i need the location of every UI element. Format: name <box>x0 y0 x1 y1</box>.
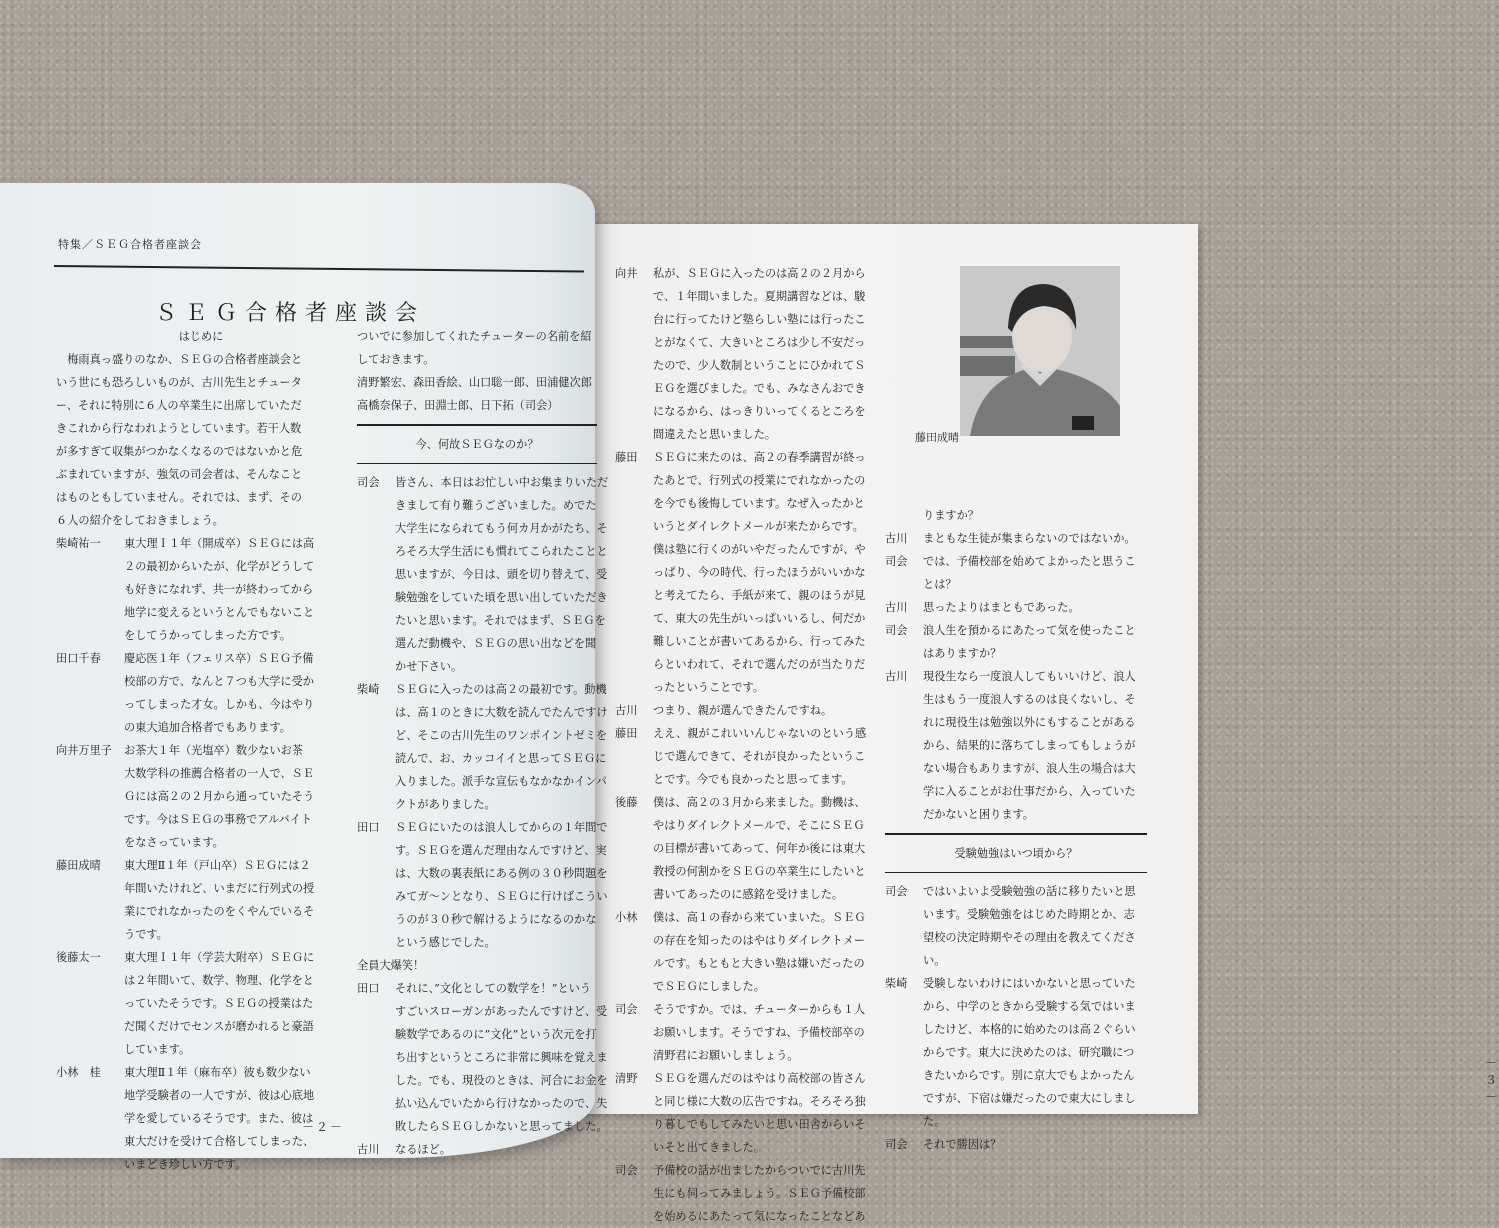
speaker-label: 司会 <box>885 555 908 568</box>
intro-line: ぶまれていますが、強気の司会者は、そんなこと <box>56 468 303 481</box>
utterance-line: いうとダイレクトメールが来たからです。 <box>653 520 864 533</box>
bio-line: 東大理Ⅱ１年（麻布卒）彼も数少ない <box>124 1066 311 1079</box>
utterance-line: 読んで、お、カッコイイと思ってＳＥＧに <box>395 752 607 765</box>
utterance-line: ＳＥＧにいたのは浪人してからの１年間で <box>395 821 608 834</box>
utterance-line: お願いします。そうですね、予備校部卒の <box>653 1026 865 1039</box>
right-column-2 <box>885 504 1147 1156</box>
speaker-label: 司会 <box>615 1164 638 1177</box>
utterance-line: かせ下さい。 <box>395 660 463 673</box>
photo-caption: 藤田成晴 <box>915 431 959 444</box>
utterance-line: す。ＳＥＧを選んだ理由なんですけど、実 <box>395 844 607 857</box>
utterance-line: 生にも伺ってみましょう。ＳＥＧ予備校部 <box>653 1187 866 1200</box>
utterance-line: ろそろ大学生活にも慣れてこられたことと <box>395 545 608 558</box>
tutor-intro <box>357 325 597 417</box>
section-rule-bottom <box>357 463 597 465</box>
utterance <box>653 1159 880 1228</box>
utterance-line: 僕は塾に行くのがいやだったんですが、や <box>653 543 866 556</box>
intro-line: ー、それに特別に６人の卒業生に出席していただ <box>56 399 302 412</box>
utterance <box>357 954 597 977</box>
utterance-line: 生はもう一度浪人するのは良くないし、そ <box>923 693 1136 706</box>
tutor-line: ついでに参加してくれたチューターの名前を紹 <box>357 330 592 343</box>
dialogue-block <box>615 262 880 1228</box>
utterance-line: ＳＥＧに入ったのは高２の最初です。動機 <box>395 683 607 696</box>
utterance-line: うのが３０秒で解けるようになるのかな <box>395 913 597 926</box>
page-number: －３－ <box>1485 1056 1499 1104</box>
utterance-line: 清野君にお願いしましょう。 <box>653 1049 799 1062</box>
bio-line: も好きになれず、共一が終わってから <box>124 583 314 596</box>
utterance-line: つまり、親が選んできたんですね。 <box>653 704 833 717</box>
utterance-line: では、予備校部を始めてよかったと思うこ <box>923 555 1136 568</box>
utterance-line: たあとで、行列式の授業にでれなかったの <box>653 474 866 487</box>
graduate-entry <box>56 739 346 854</box>
dialogue-turn <box>357 977 608 1138</box>
speaker-label: 司会 <box>885 624 908 637</box>
dialogue-turn <box>885 972 1147 1133</box>
utterance-line: たいと思います。それではまず、ＳＥＧを <box>395 614 606 627</box>
bio-line: 年間いたけれど、いまだに行列式の授 <box>124 882 315 895</box>
graduate-bio <box>124 946 346 1061</box>
utterance-line: ではいよいよ受験勉強の話に移りたいと思 <box>923 885 1136 898</box>
dialogue-turn <box>885 550 1147 596</box>
graduate-name: 後藤太一 <box>56 951 101 964</box>
utterance-line: やはりダイレクトメールで、そこにＳＥＧ <box>653 819 865 832</box>
bio-line: は２年間いて、数学、物理、化学をと <box>124 974 314 987</box>
utterance-line: 受験しないわけにはいかないと思っていた <box>923 977 1136 990</box>
utterance <box>653 1067 880 1159</box>
utterance <box>923 880 1147 972</box>
utterance-line: 私が、ＳＥＧに入ったのは高２の２月から <box>653 267 866 280</box>
utterance-line: りますか？ <box>923 509 979 522</box>
utterance-line: て、東大の先生がいっぱいいるし、何だか <box>653 612 866 625</box>
utterance <box>923 1133 1147 1156</box>
graduate-bio <box>124 532 346 647</box>
portrait-image-icon <box>960 266 1120 436</box>
bio-line: の東大追加合格者でもあります。 <box>124 721 291 734</box>
utterance-line: た。 <box>923 1115 946 1128</box>
bio-line: 東大理Ⅱ１年（戸山卒）ＳＥＧには２ <box>124 859 311 872</box>
graduate-name: 柴崎祐一 <box>56 537 101 550</box>
utterance <box>395 977 608 1138</box>
bio-line: ２の最初からいたが、化学がどうして <box>124 560 315 573</box>
utterance-line: 教授の何割かをＳＥＧの卒業生にしたいと <box>653 865 866 878</box>
utterance-line: クトがありました。 <box>395 798 496 811</box>
utterance-line: ない場合もありますが、浪人生の場合は大 <box>923 762 1136 775</box>
utterance-line: 僕は、高１の春から来ていまいた。ＳＥＧ <box>653 911 866 924</box>
utterance-line: したけど、本格的に始めたのは高２ぐらい <box>923 1023 1136 1036</box>
utterance-line: そうですか。では、チューターからも１人 <box>653 1003 866 1016</box>
dialogue-turn <box>357 816 608 954</box>
speaker-label <box>885 504 923 527</box>
speaker-label: 司会 <box>615 1003 638 1016</box>
bio-line: 地学受験者の一人ですが、彼は心底地 <box>124 1089 315 1102</box>
utterance-line: り暮しでもしてみたいと思い田舎からいそ <box>653 1118 866 1131</box>
intro-line: ６人の紹介をしておきましょう。 <box>56 514 224 527</box>
bio-line: Ｇには高２の２月から通っていたそう <box>124 790 315 803</box>
utterance-line: になるから、はっきりいってくるところを <box>653 405 866 418</box>
running-head: 特集／ＳＥＧ合格者座談会 <box>58 238 202 251</box>
bio-line: 東大だけを受けて合格してしまった、 <box>124 1135 315 1148</box>
bio-line: だ聞くだけでセンスが磨かれると豪語 <box>124 1020 314 1033</box>
utterance-line: の目標が書いてあって、何年か後には東大 <box>653 842 866 855</box>
utterance-line: 払い込んでいたから行けなかったので、失 <box>395 1097 608 1110</box>
utterance-line: 験勉強をしていた頃を思い出していただき <box>395 591 608 604</box>
utterance-line: い。 <box>923 954 946 967</box>
utterance-line: 皆さん、本日はお忙しい中お集まりいただ <box>395 476 609 489</box>
utterance-line: ですが、下宿は嫌だったので東大にしまし <box>923 1092 1136 1105</box>
utterance-line: ＳＥＧを選んだのはやはり高校部の皆さん <box>653 1072 866 1085</box>
utterance-line: 大学生になられてもう何カ月かがたち、そ <box>395 522 608 535</box>
graduate-entry <box>56 854 346 946</box>
graduate-bio <box>124 739 346 854</box>
tutor-line: 清野繁宏、森田香絵、山口聡一郎、田浦健次郎 <box>357 376 592 389</box>
utterance-line: とがなくて、大きいところは少し不安だっ <box>653 336 866 349</box>
article-title: ＳＥＧ合格者座談会 <box>154 300 425 326</box>
speaker-label: 藤田 <box>615 451 638 464</box>
graduate-name: 小林 桂 <box>56 1066 101 1079</box>
dialogue-block <box>885 880 1147 1156</box>
utterance-line: という感じでした。 <box>395 936 496 949</box>
utterance-line: ルです。もともと大きい塾は嫌いだったの <box>653 957 865 970</box>
left-page <box>0 183 609 1171</box>
dialogue-turn <box>615 998 880 1067</box>
utterance-line: それで勝因は？ <box>923 1138 1002 1151</box>
dialogue-turn <box>357 471 609 678</box>
utterance-line: を今でも後悔しています。なぜ入ったかと <box>653 497 865 510</box>
utterance-line: と考えてたら、手紙が来て、親のほうが見 <box>653 589 866 602</box>
utterance <box>653 722 880 791</box>
dialogue-block <box>885 504 1147 826</box>
utterance-line: きたいからです。別に京大でもよかったん <box>923 1069 1135 1082</box>
intro-heading: はじめに <box>178 330 224 343</box>
graduate-name: 向井万里子 <box>56 744 112 757</box>
utterance-line: した。でも、現役のときは、河合にお金を <box>395 1074 608 1087</box>
utterance-line: じで選んできて、それが良かったというこ <box>653 750 866 763</box>
speaker-label: 小林 <box>615 911 638 924</box>
graduate-name: 田口千春 <box>56 652 101 665</box>
utterance-line: 難しいことが書いてあるから、行ってみた <box>653 635 866 648</box>
utterance-line: とです。今でも良かったと思ってます。 <box>653 773 853 786</box>
utterance-line: らといわれて、それで選んだのが当たりだ <box>653 658 866 671</box>
middle-column <box>357 325 609 1161</box>
dialogue-turn <box>615 906 880 998</box>
utterance-line: 書いてあったのに感銘を受けました。 <box>653 888 844 901</box>
utterance-line: 学に入ることがお仕事だから、入っていた <box>923 785 1136 798</box>
utterance-line: まともな生徒が集まらないのではないか。 <box>923 532 1136 545</box>
bio-line: 校部の方で、なんと７つも大学に受か <box>124 675 314 688</box>
dialogue-turn <box>885 880 1147 972</box>
speaker-label: 司会 <box>357 476 380 489</box>
utterance-line: から、結果的に落ちてしまってもしょうが <box>923 739 1136 752</box>
dialogue-turn <box>885 504 1147 527</box>
utterance <box>923 504 1147 527</box>
intro-line: いう世にも恐ろしいものが、古川先生とチュータ <box>56 376 302 389</box>
dialogue-turn <box>885 665 1147 826</box>
dialogue-turn <box>885 527 1147 550</box>
right-page <box>585 224 1499 1223</box>
speaker-label: 柴崎 <box>885 977 908 990</box>
utterance-line: 予備校の話が出ましたからついでに古川先 <box>653 1164 866 1177</box>
speaker-label: 柴崎 <box>357 683 380 696</box>
right-column-1 <box>615 262 880 1228</box>
utterance-line: たので、少人数制ということにひかれてＳ <box>653 359 866 372</box>
speaker-label: 古川 <box>885 601 908 614</box>
utterance <box>923 527 1147 550</box>
dialogue-turn <box>615 446 880 699</box>
utterance-line: の存在を知ったのはやはりダイレクトメー <box>653 934 866 947</box>
utterance-line: ＳＥＧに来たのは、高２の春季講習が終っ <box>653 451 866 464</box>
bio-line: をしてうかってしまった方です。 <box>124 629 291 642</box>
utterance-line: ち出すというところに非常に興味を覚えま <box>395 1051 608 1064</box>
graduate-entry <box>56 532 346 647</box>
tutor-line: 高橋奈保子、田淵士郎、日下拓（司会） <box>357 399 559 412</box>
utterance-line: ＥＧを選びました。でも、みなさんおでき <box>653 382 866 395</box>
utterance-line: と同じ様に大数の広告ですね。そろそろ独 <box>653 1095 866 1108</box>
section-heading: 受験勉強はいつ頃から？ <box>954 846 1078 860</box>
utterance <box>923 550 1147 596</box>
graduate-bio <box>124 647 346 739</box>
speaker-label: 古川 <box>885 670 908 683</box>
bio-line: 地学に変えるというとんでもないこと <box>124 606 315 619</box>
utterance-line: とは？ <box>923 578 957 591</box>
graduate-bio <box>124 854 346 946</box>
utterance-line: は、高１のときに大数を読んでたんですけ <box>395 706 608 719</box>
bio-line: いまどき珍しい方です。 <box>124 1158 247 1171</box>
utterance-line: いそと出てきました。 <box>653 1141 765 1154</box>
utterance-line: ったということです。 <box>653 681 764 694</box>
dialogue-turn <box>615 262 880 446</box>
bio-line: 学を愛しているそうです。また、彼は <box>124 1112 314 1125</box>
dialogue-turn <box>615 1067 880 1159</box>
utterance-line: だかないと困ります。 <box>923 808 1034 821</box>
utterance-line: ど、そこの古川先生のワンポイントゼミを <box>395 729 608 742</box>
speaker-label: 清野 <box>615 1072 638 1085</box>
utterance <box>395 1138 597 1161</box>
intro-line: が多すぎて収集がつかなくなるのではないかと危 <box>56 445 303 458</box>
utterance-line: すごいスローガンがあったんですけど、受 <box>395 1005 608 1018</box>
dialogue-turn <box>615 1159 880 1228</box>
tutor-line: しておきます。 <box>357 353 435 366</box>
utterance-line: を始めるにあたって気になったことなどあ <box>653 1210 866 1223</box>
speaker-label: 田口 <box>357 821 380 834</box>
speaker-label: 司会 <box>885 1138 908 1151</box>
dialogue-turn <box>357 678 608 816</box>
intro-line: 梅雨真っ盛りのなか、ＳＥＧの合格者座談会と <box>67 353 303 366</box>
utterance-line: から、中学のときから受験する気ではいま <box>923 1000 1136 1013</box>
utterance-line: います。受験勉強をはじめた時期とか、志 <box>923 908 1135 921</box>
bio-line: 東大理Ｉ１年（開成卒）ＳＥＧには高 <box>124 537 315 550</box>
utterance-line: 思ったよりはまともであった。 <box>923 601 1080 614</box>
bio-line: ってしまった才女。しかも、今はやり <box>124 698 315 711</box>
bio-line: お茶大１年（光塩卒）数少ないお茶 <box>124 744 304 757</box>
bio-line: うです。 <box>124 928 168 941</box>
utterance <box>653 906 880 998</box>
utterance <box>653 791 880 906</box>
section-rule-bottom <box>885 872 1147 874</box>
utterance <box>923 596 1147 619</box>
utterance-line: 入りました。派手な宣伝もなかなかインパ <box>395 775 607 788</box>
utterance-line: ええ、親がこれいいんじゃないのという感 <box>653 727 867 740</box>
utterance-line: は、大数の裏表紙にある例の３０秒問題を <box>395 867 608 880</box>
speaker-label: 古川 <box>885 532 908 545</box>
graduate-entry <box>56 946 346 1061</box>
utterance <box>923 619 1147 665</box>
section-rule-top <box>885 833 1147 835</box>
bio-line: 業にでれなかったのをくやんでいるそ <box>124 905 315 918</box>
intro-line: はものともしていません。それでは、まず、その <box>56 491 302 504</box>
dialogue-turn <box>357 1138 597 1161</box>
bio-line: っていたそうです。ＳＥＧの授業はた <box>124 997 314 1010</box>
speaker-label: 後藤 <box>615 796 638 809</box>
speaker-label: 古川 <box>615 704 638 717</box>
bio-line: 大数学科の推薦合格者の一人で、ＳＥ <box>124 767 314 780</box>
speaker-label: 向井 <box>615 267 638 280</box>
dialogue-block <box>357 471 609 1161</box>
utterance-line: みてガ～ンとなり、ＳＥＧに行けばこうい <box>395 890 608 903</box>
intro-line: きこれから行なわれようとしています。若干人数 <box>56 422 302 435</box>
utterance <box>395 471 608 678</box>
intro-paragraph <box>56 348 346 532</box>
utterance-line: 浪人生を預かるにあたって気を使ったこと <box>923 624 1136 637</box>
speaker-label: 藤田 <box>615 727 638 740</box>
graduate-entry <box>56 647 346 739</box>
utterance <box>923 665 1147 826</box>
dialogue-turn <box>885 1133 1147 1156</box>
utterance-line: それに、”文化としての数学を！”という <box>395 982 592 995</box>
utterance-line: 敗したらＳＥＧしかないと思ってました。 <box>395 1120 608 1133</box>
utterance-line: で、１年間いました。夏期講習などは、駿 <box>653 290 866 303</box>
utterance <box>653 262 880 446</box>
speaker-label: 古川 <box>357 1143 380 1156</box>
portrait-photo <box>960 266 1120 436</box>
utterance <box>923 972 1147 1133</box>
utterance-line: はありますか？ <box>923 647 1002 660</box>
dialogue-turn <box>885 596 1147 619</box>
speaker-label: 司会 <box>885 885 908 898</box>
speaker-label: 田口 <box>357 982 380 995</box>
utterance-line: 間違えたと思いました。 <box>653 428 777 441</box>
section-rule-top <box>357 424 597 426</box>
utterance-line: れに現役生は勉強以外にもすることがある <box>923 716 1136 729</box>
bio-line: 東大理Ｉ１年（学芸大附卒）ＳＥＧに <box>124 951 315 964</box>
utterance <box>653 446 880 699</box>
header-rule <box>54 265 584 273</box>
utterance <box>653 998 880 1067</box>
dialogue-turn <box>615 791 880 906</box>
utterance-line: 僕は、高２の３月から来ました。動機は、 <box>653 796 866 809</box>
bio-line: です。今はＳＥＧの事務でアルバイト <box>124 813 313 826</box>
utterance-line: 験数学であるのに”文化”という次元を打 <box>395 1028 597 1041</box>
utterance <box>395 816 608 954</box>
utterance-line: 選んだ動機や、ＳＥＧの思い出などを聞 <box>395 637 597 650</box>
dialogue-turn <box>357 954 597 977</box>
dialogue-turn <box>615 722 880 791</box>
utterance <box>395 678 608 816</box>
utterance-line: 望校の決定時期やその理由を教えてくださ <box>923 931 1136 944</box>
left-column <box>56 325 346 1176</box>
utterance-line: 現役生なら一度浪人してもいいけど、浪人 <box>923 670 1136 683</box>
bio-line: をなさっています。 <box>124 836 224 849</box>
bio-line: しています。 <box>124 1043 191 1056</box>
dialogue-turn <box>885 619 1147 665</box>
section-heading: 今、何故ＳＥＧなのか？ <box>415 437 539 451</box>
utterance-line: なるほど。 <box>395 1143 451 1156</box>
graduate-name: 藤田成晴 <box>56 859 101 872</box>
page-number: －２－ <box>302 1120 345 1134</box>
bio-line: 慶応医１年（フェリス卒）ＳＥＧ予備 <box>124 652 314 665</box>
utterance-line: 全員大爆笑！ <box>357 959 425 972</box>
utterance-line: 思いますが、今日は、頭を切り替えて、受 <box>395 568 608 581</box>
dialogue-turn <box>615 699 880 722</box>
utterance-line: きまして有り難うございました。めでた <box>395 499 597 512</box>
utterance <box>653 699 880 722</box>
utterance-line: 台に行ってたけど塾らしい塾には行ったこ <box>653 313 866 326</box>
utterance-line: っぱり、今の時代、行ったほうがいいかな <box>653 566 866 579</box>
utterance-line: からです。東大に決めたのは、研究職につ <box>923 1046 1135 1059</box>
utterance-line: でＳＥＧにしました。 <box>653 980 765 993</box>
graduate-list <box>56 532 346 1176</box>
